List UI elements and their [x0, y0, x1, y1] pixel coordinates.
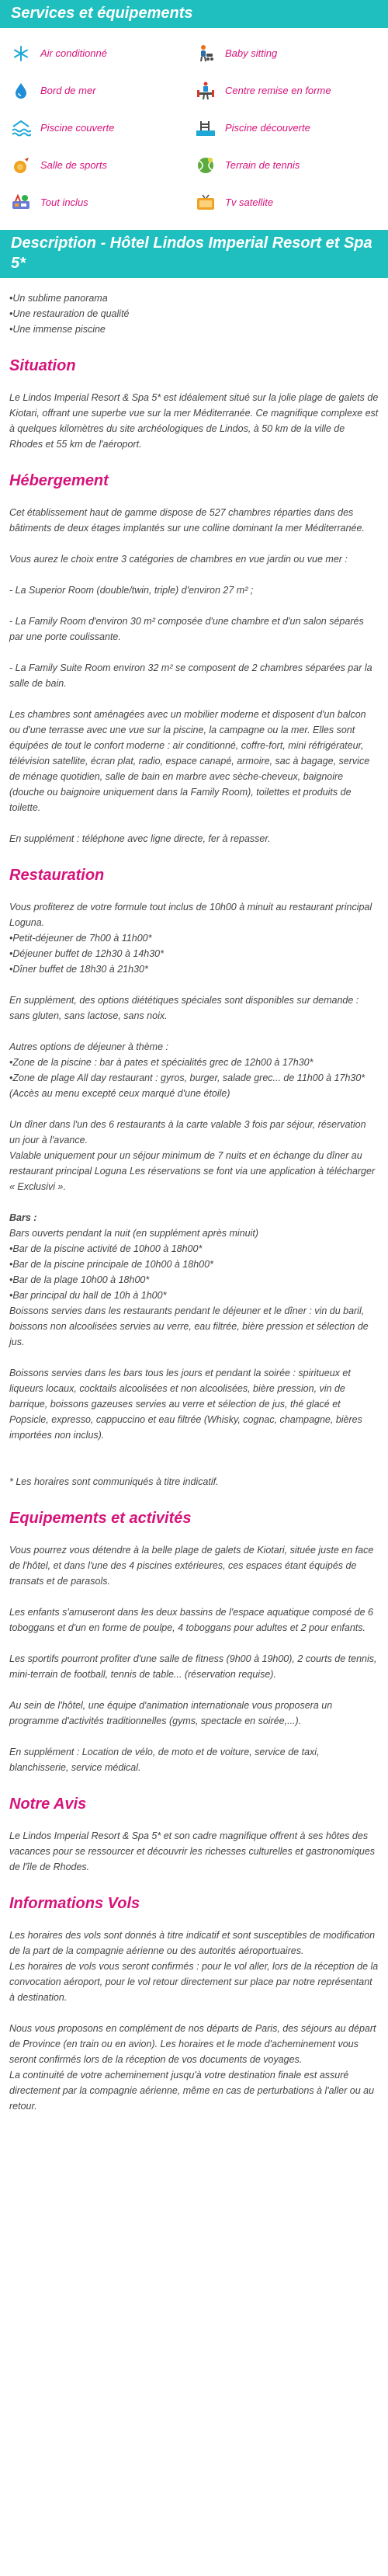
drinks-restaurants: Boissons servies dans les restaurants pendant le déjeuner et le dîner : vin du baril, boissons non alcoolisées servies au verre, eau filtrée, bière pression et sélection de jus.: [9, 1305, 369, 1347]
amenity-outdoor-pool: [194, 118, 379, 138]
amenity-label: Centre remise en forme: [225, 85, 331, 96]
meal-list: [9, 930, 379, 977]
other-options-list: [9, 1055, 379, 1086]
water-drop-icon: [9, 81, 33, 101]
vols-paragraph: La continuité de votre acheminement jusqu'à votre destination finale est assuré directement par la compagnie aérienne, même en cas de perturbations à l'aller ou au retour.: [9, 2070, 375, 2112]
content-body: [0, 356, 388, 2129]
services-title: Services et équipements: [0, 0, 388, 28]
amenity-all-inclusive: [9, 193, 194, 213]
all-inclusive-icon: [9, 193, 33, 213]
amenity-label: Air conditionné: [40, 47, 107, 59]
amenities-grid: [0, 28, 388, 230]
indoor-pool-icon: [9, 118, 33, 138]
avis-text: Le Lindos Imperial Resort & Spa 5* et son cadre magnifique offrent à ses hôtes des vacances pour se ressourcer et découvrir les richesses culturelles et gastronomiques de l'île de Rhodes.: [9, 1830, 376, 1872]
amenity-label: Bord de mer: [40, 85, 96, 96]
avis-title: Notre Avis: [9, 1796, 87, 1813]
description-title: Description - Hôtel Lindos Imperial Resort et Spa 5*: [0, 230, 388, 278]
situation-title: Situation: [9, 357, 76, 374]
vols-paragraph: Nous vous proposons en complément de nos départs de Paris, des séjours au départ de Province (en train ou en avion). Les horaires et le mode d'acheminement vous seront confirmés lors de la réception de vos documents de voyages.: [9, 2023, 376, 2065]
equipements-paragraph: Au sein de l'hôtel, une équipe d'animation internationale vous proposera un programme d'activités traditionnelles (gyms, spectacle en soirée,...).: [9, 1700, 333, 1726]
meal-item: • Petit-déjeuner de 7h00 à 11h00*: [9, 930, 379, 946]
amenity-fitness-center: [194, 81, 379, 101]
meal-item: • Dîner buffet de 18h30 à 21h30*: [9, 961, 379, 977]
restauration-alacarte: Valable uniquement pour un séjour minimum de 7 nuits et en échange du dîner au restaurant principal Loguna Les réservations se font via une application à télécharger « Exclusivi ».: [9, 1150, 376, 1192]
hebergement-paragraph: En supplément : téléphone avec ligne directe, fer à repasser.: [9, 833, 271, 844]
amenity-air-conditioning: [9, 43, 194, 64]
equipements-paragraph: En supplément : Location de vélo, de moto et de voiture, service de taxi, blanchisserie, service médical.: [9, 1747, 320, 1773]
vols-title: Informations Vols: [9, 1895, 140, 1912]
amenity-label: Piscine couverte: [40, 122, 115, 134]
bar-item: • Bar de la piscine activité de 10h00 à 18h00*: [9, 1241, 379, 1257]
bar-item: • Bar de la piscine principale de 10h00 à 18h00*: [9, 1257, 379, 1272]
hebergement-title: Hébergement: [9, 472, 109, 489]
hebergement-paragraph: - La Family Suite Room environ 32 m² se composent de 2 chambres séparées par la salle de bain.: [9, 662, 372, 689]
vols-paragraph: Les horaires des vols sont donnés à titre indicatif et sont susceptibles de modification de la part de la compagnie aérienne ou des autorités aéroportuaires.: [9, 1930, 376, 1956]
description-highlights: [0, 278, 388, 337]
equipements-title: Equipements et activités: [9, 1510, 192, 1527]
gym-icon: [9, 155, 33, 176]
hebergement-paragraph: - La Family Room d'environ 30 m² composée d'une chambre et d'un salon séparés par une porte coulissante.: [9, 616, 364, 642]
highlight-item: • Une immense piscine: [9, 322, 379, 337]
highlight-item: • Une restauration de qualité: [9, 306, 379, 322]
amenity-baby-sitting: [194, 43, 379, 64]
bars-intro: Bars ouverts pendant la nuit (en supplément après minuit): [9, 1228, 259, 1239]
amenity-label: Terrain de tennis: [225, 159, 300, 171]
hebergement-paragraph: Les chambres sont aménagées avec un mobilier moderne et disposent d'un balcon ou d'une terrasse avec une vue sur la piscine, la campagne ou la mer. Elles sont équipées de tout le confort moderne : air conditionné, coffre-fort, mini réfrigérateur, télévision satellite, écran plat, radio, espace canapé, armoire, sac à bagage, service de ménage quotidien, salle de bain en marbre avec sèche-cheveux, baignoire (douche ou baignoire uniquement dans la Family Room), toilettes et produits de toilette.: [9, 709, 370, 813]
highlight-item: • Un sublime panorama: [9, 290, 379, 306]
situation-text: Le Lindos Imperial Resort & Spa 5* est idéalement situé sur la jolie plage de galets de Kiotari, offrant une superbe vue sur la mer Méditerranée. Ce magnifique complexe est à quelques kilomètres du site archéologiques de Lindos, à 50 km de la ville de Rhodes et 55 km de l'aéroport.: [9, 392, 379, 450]
equipements-paragraph: Les sportifs pourront profiter d'une salle de fitness (9h00 à 19h00), 2 courts de tennis, mini-terrain de football, tennis de table... (réservation requise).: [9, 1653, 377, 1680]
restauration-alacarte: Un dîner dans l'un des 6 restaurants à la carte valable 3 fois par séjour, réservation un jour à l'avance.: [9, 1119, 366, 1145]
amenity-label: Piscine découverte: [225, 122, 310, 134]
restauration-diet: En supplément, des options diététiques spéciales sont disponibles sur demande : sans gluten, sans lactose, sans noix.: [9, 995, 359, 1021]
bar-item: • Bar de la plage 10h00 à 18h00*: [9, 1272, 379, 1288]
other-option-item: • Zone de la piscine : bar à pates et spécialités grec de 12h00 à 17h30*: [9, 1055, 379, 1070]
tennis-icon: [194, 155, 217, 176]
outdoor-pool-icon: [194, 118, 217, 138]
restauration-other-note: (Accès au menu excepté ceux marqué d'une étoile): [9, 1088, 230, 1099]
tv-icon: [194, 193, 217, 213]
amenity-label: Tv satellite: [225, 196, 274, 208]
equipements-paragraph: Les enfants s'amuseront dans les deux bassins de l'espace aquatique composé de 6 toboggans et d'un en forme de poulpe, 4 toboggans pour adultes et 2 pour enfants.: [9, 1607, 373, 1633]
restauration-intro: Vous profiterez de votre formule tout inclus de 10h00 à minuit au restaurant principal Loguna.: [9, 902, 372, 928]
amenity-seaside: [9, 81, 194, 101]
snowflake-icon: [9, 43, 33, 64]
bars-title: Bars :: [9, 1212, 37, 1223]
bar-item: • Bar principal du hall de 10h à 1h00*: [9, 1288, 379, 1303]
other-option-item: • Zone de plage All day restaurant : gyros, burger, salade grec... de 11h00 à 17h30*: [9, 1070, 379, 1086]
hebergement-paragraph: Vous aurez le choix entre 3 catégories de chambres en vue jardin ou vue mer :: [9, 554, 348, 565]
fitness-icon: [194, 81, 217, 101]
hebergement-paragraph: Cet établissement haut de gamme dispose de 527 chambres réparties dans des bâtiments de deux étages implantés sur une colline dominant la mer Méditerranée.: [9, 507, 365, 534]
drinks-bars: Boissons servies dans les bars tous les jours et pendant la soirée : spiritueux et liqueurs locaux, cocktails alcoolisées et non alcoolisées, bière pression, vin de barrique, boissons gazeuses servies au verre et sélection de jus, thé glacé et Popsicle, expresso, cappuccino et eau filtrée (Whisky, cognac, champagne, bières importées non inclus).: [9, 1368, 362, 1441]
services-section: [0, 0, 388, 230]
amenity-label: Tout inclus: [40, 196, 88, 208]
restauration-other-title: Autres options de déjeuner à thème :: [9, 1041, 168, 1052]
bars-list: [9, 1241, 379, 1303]
amenity-label: Baby sitting: [225, 47, 278, 59]
hebergement-paragraph: - La Superior Room (double/twin, triple) d'environ 27 m² ;: [9, 585, 254, 596]
baby-icon: [194, 43, 217, 64]
meal-item: • Déjeuner buffet de 12h30 à 14h30*: [9, 946, 379, 961]
amenity-tennis-court: [194, 155, 379, 176]
amenity-label: Salle de sports: [40, 159, 107, 171]
amenity-satellite-tv: [194, 193, 379, 213]
vols-paragraph: Les horaires de vols vous seront confirmés : pour le vol aller, lors de la réception de la convocation aéroport, pour le vol retour directement sur place par notre représentant à destination.: [9, 1961, 379, 2003]
restauration-title: Restauration: [9, 867, 105, 884]
amenity-gym: [9, 155, 194, 176]
equipements-paragraph: Vous pourrez vous détendre à la belle plage de galets de Kiotari, située juste en face de l'hôtel, et dans l'une des 4 piscines extérieures, ces espaces étant équipés de transats et de parasols.: [9, 1545, 374, 1587]
hours-note: * Les horaires sont communiqués à titre indicatif.: [9, 1476, 219, 1487]
amenity-indoor-pool: [9, 118, 194, 138]
